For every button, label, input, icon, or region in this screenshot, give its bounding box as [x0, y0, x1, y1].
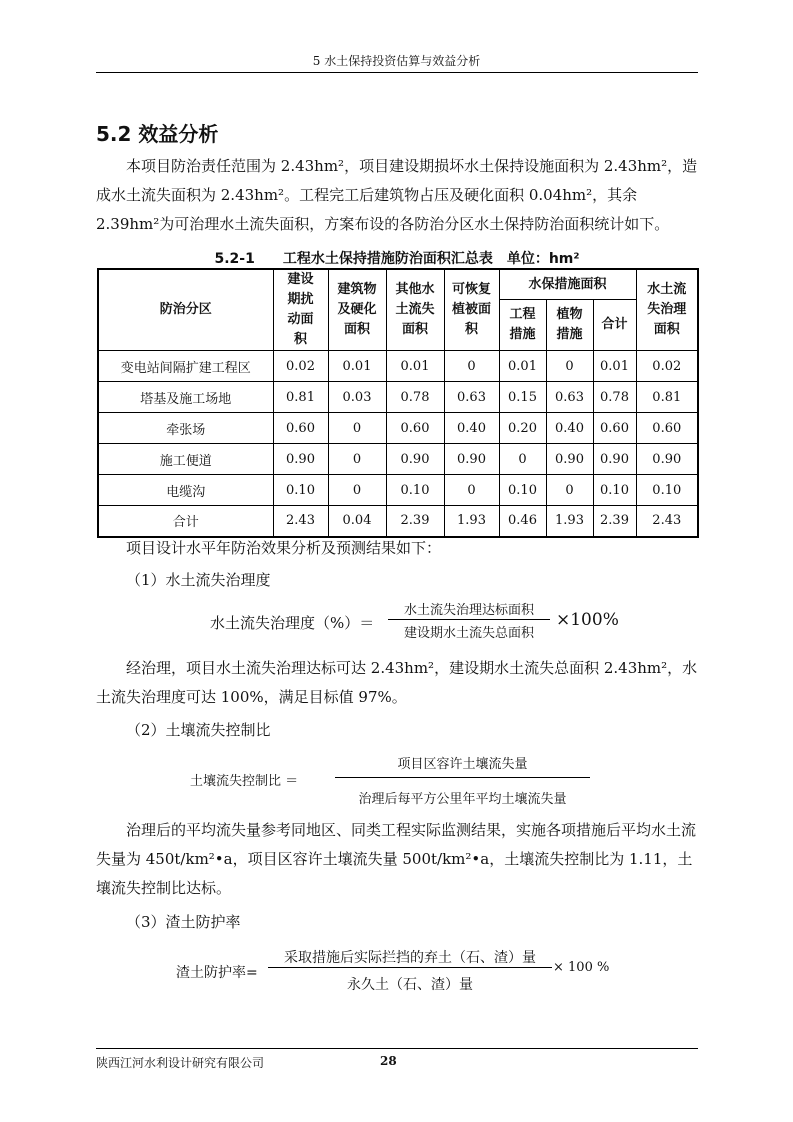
table-cell: 0.10 [273, 475, 328, 506]
footer-company: 陕西江河水利设计研究有限公司 [96, 1056, 265, 1070]
table-cell: 0.60 [636, 413, 698, 444]
table-cell: 0 [328, 444, 386, 475]
formula1-numerator: 水土流失治理达标面积 [403, 603, 534, 618]
table-cell: 0.90 [546, 444, 593, 475]
table-cell: 0.60 [273, 413, 328, 444]
row-zone-name: 施工便道 [98, 444, 273, 475]
table-cell: 0.10 [593, 475, 636, 506]
table-cell: 0.46 [499, 506, 546, 537]
table-cell: 0.60 [593, 413, 636, 444]
table-cell: 2.43 [636, 506, 698, 537]
table-cell: 0.20 [499, 413, 546, 444]
table-cell: 0 [328, 475, 386, 506]
header-rule [96, 72, 698, 73]
table-row [98, 413, 698, 444]
row-zone-name: 塔基及施工场地 [98, 382, 273, 413]
footer-page-number: 28 [380, 1054, 397, 1068]
header-zone: 防治分区 [98, 269, 273, 351]
row-zone-name: 合计 [98, 506, 273, 537]
formula1-fraction-bar [388, 619, 550, 620]
table-cell: 0.01 [593, 351, 636, 382]
row-zone-name: 变电站间隔扩建工程区 [98, 351, 273, 382]
table-row [98, 382, 698, 413]
header-disturbed-area: 建设期扰动面积 [273, 269, 328, 351]
formula1-lhs: 水土流失治理度（%）＝ [210, 614, 375, 632]
paragraph-3: 治理后的平均流失量参考同地区、同类工程实际监测结果，实施各项措施后平均水土流失量为 450t/km²•a，项目区容许土壤流失量 500t/km²•a，土壤流失控制比为 1.11，土壤流失控制比达标。 [96, 821, 697, 897]
section-title: 5.2 效益分析 [96, 122, 219, 146]
header-treated-area: 水土流失治理面积 [636, 269, 698, 351]
table-row [98, 351, 698, 382]
header-subtotal: 合计 [593, 300, 636, 351]
paragraph-2: 经治理，项目水土流失治理达标可达 2.43hm²，建设期水土流失总面积 2.43hm²，水土流失治理度可达 100%，满足目标值 97%。 [96, 659, 698, 706]
table-cell: 0.63 [444, 382, 499, 413]
table-cell: 0.63 [546, 382, 593, 413]
formula3-fraction-bar [268, 967, 552, 968]
formula3-denominator: 永久土（石、渣）量 [347, 977, 473, 993]
table-cell: 0.90 [636, 444, 698, 475]
formula3-rhs: × 100 % [553, 960, 610, 975]
table-cell: 0.90 [386, 444, 444, 475]
table-cell: 0 [546, 475, 593, 506]
formula2-lhs: 土壤流失控制比 ＝ [190, 774, 299, 789]
table-caption: 5.2-1 工程水土保持措施防治面积汇总表 单位：hm² [214, 251, 580, 267]
formula3-lhs: 渣土防护率= [176, 965, 258, 981]
table-cell: 2.43 [273, 506, 328, 537]
table-cell: 0 [546, 351, 593, 382]
header-measures-group: 水保措施面积 [499, 269, 636, 300]
page-header: 5 水土保持投资估算与效益分析 [312, 54, 481, 68]
table-cell: 0.01 [499, 351, 546, 382]
row-zone-name: 牵张场 [98, 413, 273, 444]
table-cell: 0.02 [273, 351, 328, 382]
table-cell: 0.81 [273, 382, 328, 413]
table-cell: 0.10 [636, 475, 698, 506]
table-cell: 0.40 [546, 413, 593, 444]
table-cell: 1.93 [444, 506, 499, 537]
area-summary-table [97, 268, 699, 538]
header-plant: 植物措施 [546, 300, 593, 351]
table-cell: 1.93 [546, 506, 593, 537]
header-vegetation-area: 可恢复植被面积 [444, 269, 499, 351]
formula3-numerator: 采取措施后实际拦挡的弃土（石、渣）量 [284, 950, 536, 966]
table-cell: 2.39 [386, 506, 444, 537]
table-cell: 0.03 [328, 382, 386, 413]
table-cell: 2.39 [593, 506, 636, 537]
table-cell: 0.60 [386, 413, 444, 444]
table-cell: 0.01 [386, 351, 444, 382]
table-cell: 0.04 [328, 506, 386, 537]
table-row [98, 506, 698, 537]
table-cell: 0 [499, 444, 546, 475]
table-cell: 0.78 [593, 382, 636, 413]
table-cell: 0.10 [499, 475, 546, 506]
subsection-1-title: （1）水土流失治理度 [126, 571, 271, 589]
formula2-denominator: 治理后每平方公里年平均土壤流失量 [358, 792, 567, 807]
paragraph-1: 本项目防治责任范围为 2.43hm²，项目建设期损坏水土保持设施面积为 2.43hm²，造成水土流失面积为 2.43hm²。工程完工后建筑物占压及硬化面积 0.04hm²，其余 2.39hm²为可治理水土流失面积，方案布设的各防治分区水土保持防治面积统计如下。 [96, 157, 698, 233]
row-zone-name: 电缆沟 [98, 475, 273, 506]
table-row [98, 444, 698, 475]
formula2-numerator: 项目区容许土壤流失量 [397, 757, 528, 772]
table-cell: 0.90 [593, 444, 636, 475]
table-cell: 0.15 [499, 382, 546, 413]
table-cell: 0 [444, 351, 499, 382]
formula1-rhs: ×100% [556, 610, 619, 630]
subsection-3-title: （3）渣土防护率 [126, 913, 241, 931]
table-cell: 0.90 [444, 444, 499, 475]
header-hardened-area: 建筑物及硬化面积 [328, 269, 386, 351]
table-cell: 0.81 [636, 382, 698, 413]
table-cell: 0 [444, 475, 499, 506]
table-cell: 0.90 [273, 444, 328, 475]
table-row [98, 475, 698, 506]
table-cell: 0 [328, 413, 386, 444]
table-cell: 0.78 [386, 382, 444, 413]
table-cell: 0.01 [328, 351, 386, 382]
intro-results: 项目设计水平年防治效果分析及预测结果如下： [126, 539, 442, 557]
subsection-2-title: （2）土壤流失控制比 [126, 721, 271, 739]
header-other-area: 其他水土流失面积 [386, 269, 444, 351]
footer-rule [96, 1048, 698, 1049]
header-engineering: 工程措施 [499, 300, 546, 351]
table-cell: 0.10 [386, 475, 444, 506]
table-cell: 0.02 [636, 351, 698, 382]
formula2-fraction-bar [335, 777, 590, 778]
formula1-denominator: 建设期水土流失总面积 [403, 626, 534, 641]
table-cell: 0.40 [444, 413, 499, 444]
